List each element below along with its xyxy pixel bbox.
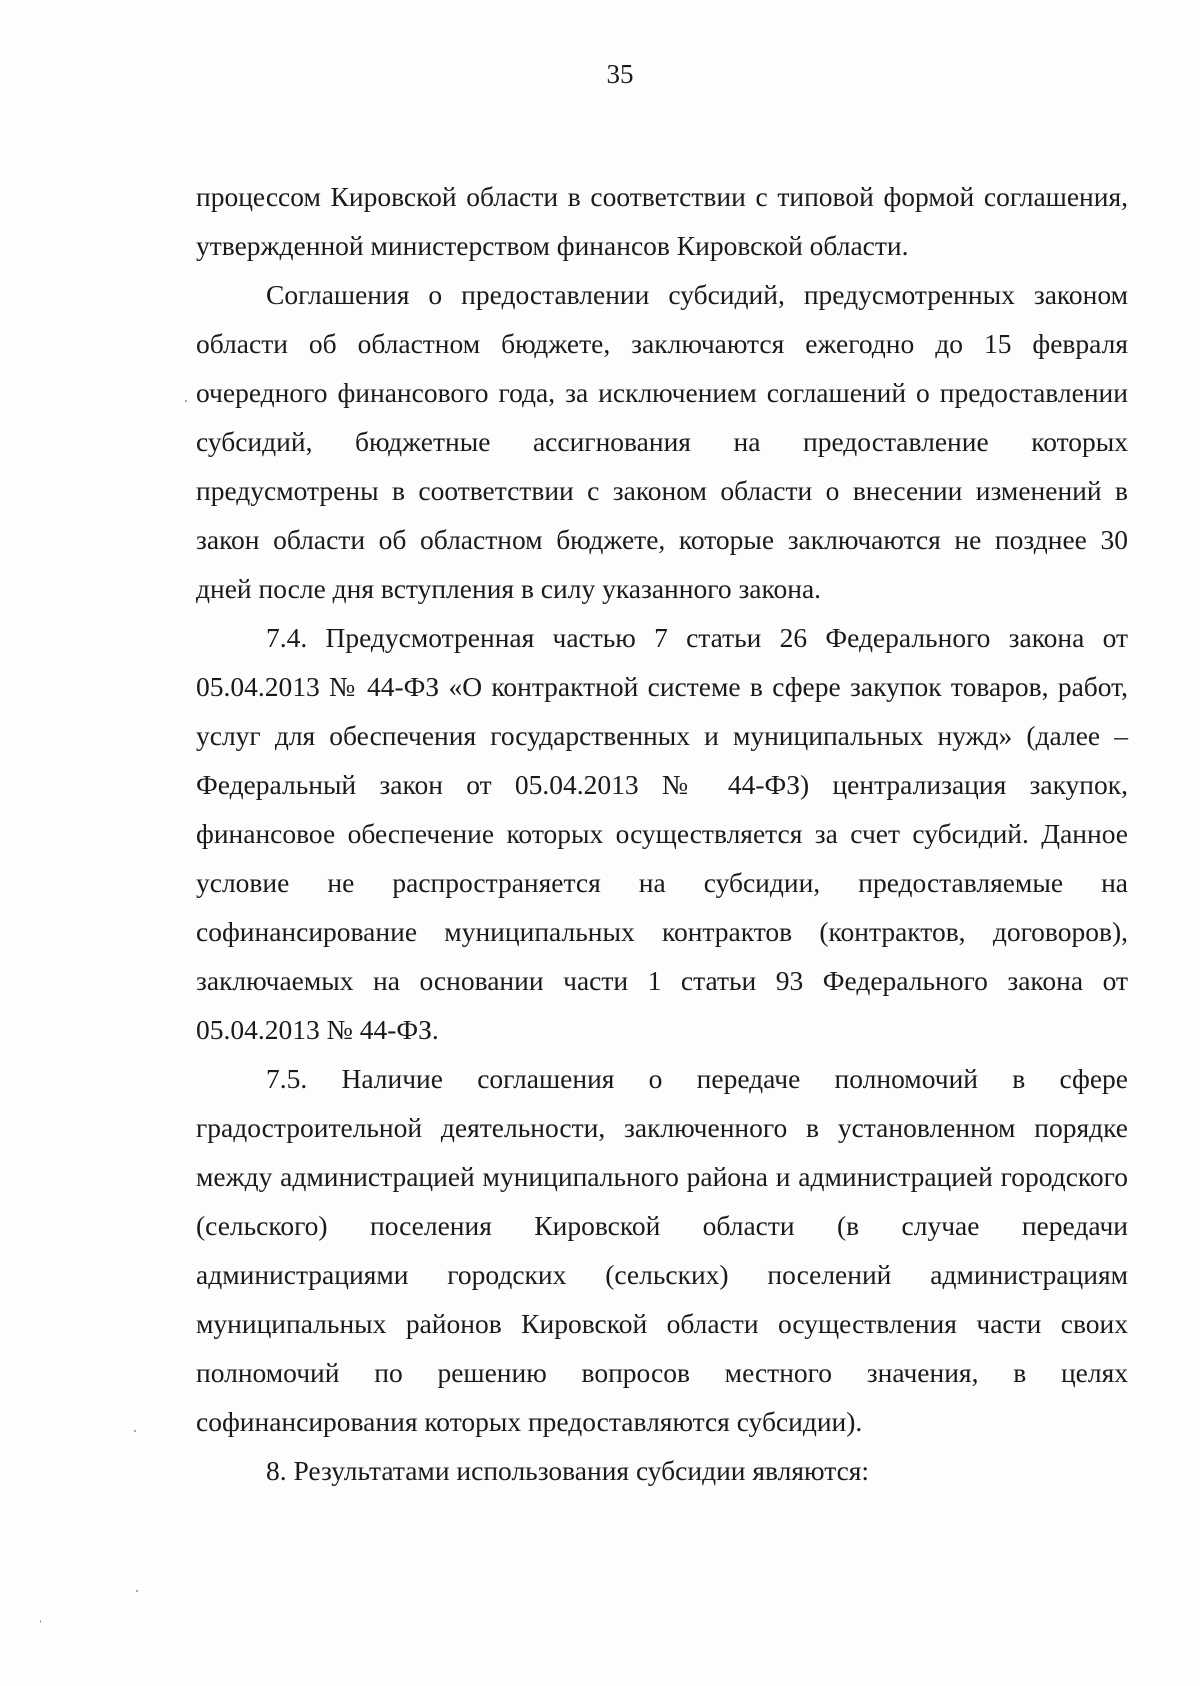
paragraph-7-5: 7.5. Наличие соглашения о передаче полномочий в сфере градостроительной деятельности, заключенного в установленном порядке между администрацией муниципального района и администрацией городского (сельского) поселения Кировской области (в случае передачи администрациями городских (сельских) поселений администрациям муниципальных районов Кировской области осуществления части своих полномочий по решению вопросов местного значения, в целях софинансирования которых предоставляются субсидии).: [196, 1063, 1128, 1437]
paragraph-continuation: процессом Кировской области в соответствии с типовой формой соглашения, утвержденной министерством финансов Кировской области.: [196, 181, 1128, 261]
scan-speck: [136, 1590, 138, 1592]
paragraph-7-4: 7.4. Предусмотренная частью 7 статьи 26 Федерального закона от 05.04.2013 № 44-ФЗ «О контрактной системе в сфере закупок товаров, работ, услуг для обеспечения государственных и муниципальных нужд» (далее – Федеральный закон от 05.04.2013 № 44-ФЗ) централизация закупок, финансовое обеспечение которых осуществляется за счет субсидий. Данное условие не распространяется на субсидии, предоставляемые на софинансирование муниципальных контрактов (контрактов, договоров), заключаемых на основании части 1 статьи 93 Федерального закона от 05.04.2013 № 44-ФЗ.: [196, 622, 1128, 1045]
paragraph-agreements: Соглашения о предоставлении субсидий, предусмотренных законом области об областном бюджете, заключаются ежегодно до 15 февраля очередного финансового года, за исключением соглашений о предоставлении субсидий, бюджетные ассигнования на предоставление которых предусмотрены в соответствии с законом области о внесении изменений в закон области об областном бюджете, которые заключаются не позднее 30 дней после дня вступления в силу указанного закона.: [196, 279, 1128, 604]
scan-speck: [40, 1620, 41, 1623]
scan-speck: [134, 1430, 136, 1432]
scan-speck: [185, 400, 187, 402]
page-number: 35: [606, 59, 634, 89]
document-body: [196, 172, 1128, 1495]
paragraph-8: 8. Результатами использования субсидии являются:: [266, 1455, 870, 1486]
